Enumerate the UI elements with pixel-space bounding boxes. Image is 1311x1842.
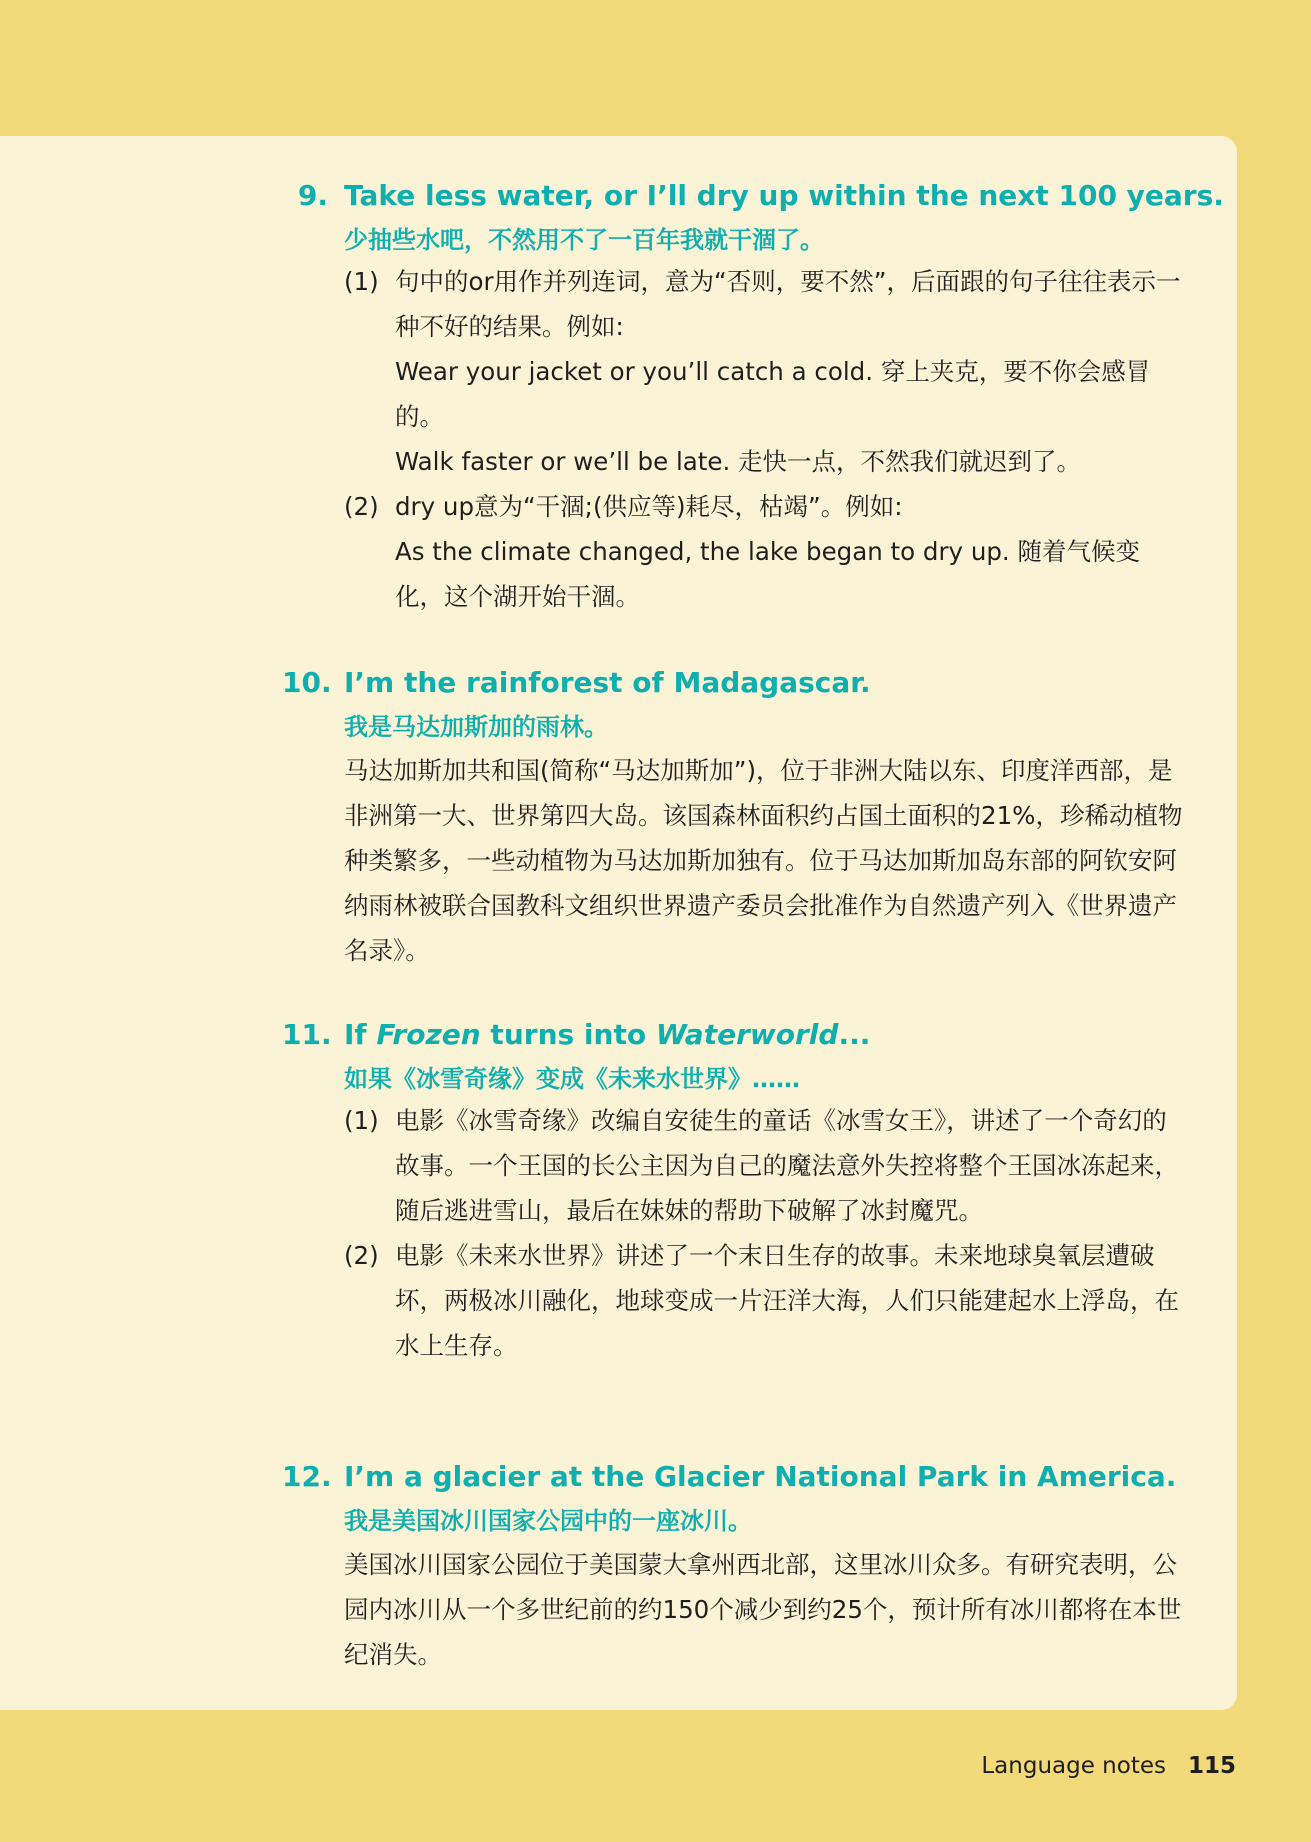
title-part: If bbox=[344, 1018, 377, 1051]
film-title-frozen: Frozen bbox=[376, 1018, 481, 1051]
sub-item-text: dry up意为“干涸;(供应等)耗尽，枯竭”。例如: bbox=[395, 492, 903, 521]
sub-item bbox=[344, 1233, 1184, 1368]
example-sentence: Wear your jacket or you’ll catch a cold. 穿上夹克，要不你会感冒的。 bbox=[395, 357, 1151, 431]
title-part: turns into bbox=[480, 1018, 656, 1051]
note-10 bbox=[282, 666, 1184, 973]
example-sentence: Walk faster or we’ll be late. 走快一点，不然我们就迟到了。 bbox=[395, 447, 1082, 476]
note-number: 11. bbox=[282, 1018, 332, 1051]
example-sentence: As the climate changed, the lake began to dry up. 随着气候变化，这个湖开始干涸。 bbox=[395, 537, 1140, 611]
note-title-en: I’m a glacier at the Glacier National Park in America. bbox=[344, 1460, 1177, 1493]
sub-item-label: (2) bbox=[344, 1241, 379, 1270]
note-body bbox=[344, 1098, 1184, 1368]
note-body bbox=[344, 744, 1184, 973]
note-title-zh: 少抽些水吧，不然用不了一百年我就干涸了。 bbox=[344, 226, 824, 254]
sub-item-label: (1) bbox=[344, 267, 379, 296]
note-paragraph: 美国冰川国家公园位于美国蒙大拿州西北部，这里冰川众多。有研究表明，公园内冰川从一个多世纪前的约150个减少到约25个，预计所有冰川都将在本世纪消失。 bbox=[344, 1550, 1182, 1669]
sub-item-text: 句中的or用作并列连词，意为“否则，要不然”，后面跟的句子往往表示一种不好的结果。例如: bbox=[395, 267, 1181, 341]
note-11 bbox=[282, 1018, 1184, 1368]
sub-item-label: (2) bbox=[344, 492, 379, 521]
title-part: ... bbox=[838, 1018, 871, 1051]
note-number: 12. bbox=[282, 1460, 332, 1493]
sub-item-text: 电影《冰雪奇缘》改编自安徒生的童话《冰雪女王》，讲述了一个奇幻的故事。一个王国的长公主因为自己的魔法意外失控将整个王国冰冻起来，随后逃进雪山，最后在妹妹的帮助下破解了冰封魔咒。 bbox=[395, 1106, 1179, 1225]
note-title-en bbox=[344, 1018, 1184, 1052]
section-name: Language notes bbox=[981, 1753, 1166, 1779]
note-paragraph: 马达加斯加共和国(简称“马达加斯加”)，位于非洲大陆以东、印度洋西部，是非洲第一大、世界第四大岛。该国森林面积约占国土面积的21%，珍稀动植物种类繁多，一些动植物为马达加斯加独有。位于马达加斯加岛东部的阿钦安阿纳雨林被联合国教科文组织世界遗产委员会批准作为自然遗产列入《世界遗产名录》。 bbox=[344, 756, 1183, 965]
note-12 bbox=[282, 1460, 1184, 1677]
sub-item-text: 电影《未来水世界》讲述了一个末日生存的故事。未来地球臭氧层遭破坏，两极冰川融化，地球变成一片汪洋大海，人们只能建起水上浮岛，在水上生存。 bbox=[395, 1241, 1179, 1360]
film-title-waterworld: Waterworld bbox=[655, 1018, 839, 1051]
note-title-en: Take less water, or I’ll dry up within the next 100 years. bbox=[344, 179, 1224, 212]
sub-item bbox=[344, 259, 1184, 484]
note-title-en: I’m the rainforest of Madagascar. bbox=[344, 666, 871, 699]
page-footer bbox=[981, 1753, 1236, 1779]
sub-item bbox=[344, 1098, 1184, 1233]
note-number: 10. bbox=[282, 666, 332, 699]
note-title-zh: 我是马达加斯加的雨林。 bbox=[344, 713, 608, 741]
note-title-zh: 如果《冰雪奇缘》变成《未来水世界》…… bbox=[344, 1065, 800, 1093]
note-9 bbox=[297, 179, 1224, 619]
sub-item bbox=[344, 484, 1184, 619]
page-number: 115 bbox=[1187, 1753, 1236, 1779]
note-body bbox=[344, 259, 1184, 619]
sub-item-label: (1) bbox=[344, 1106, 379, 1135]
note-title-zh: 我是美国冰川国家公园中的一座冰川。 bbox=[344, 1507, 752, 1535]
note-number: 9. bbox=[297, 179, 328, 212]
note-body bbox=[344, 1538, 1184, 1677]
